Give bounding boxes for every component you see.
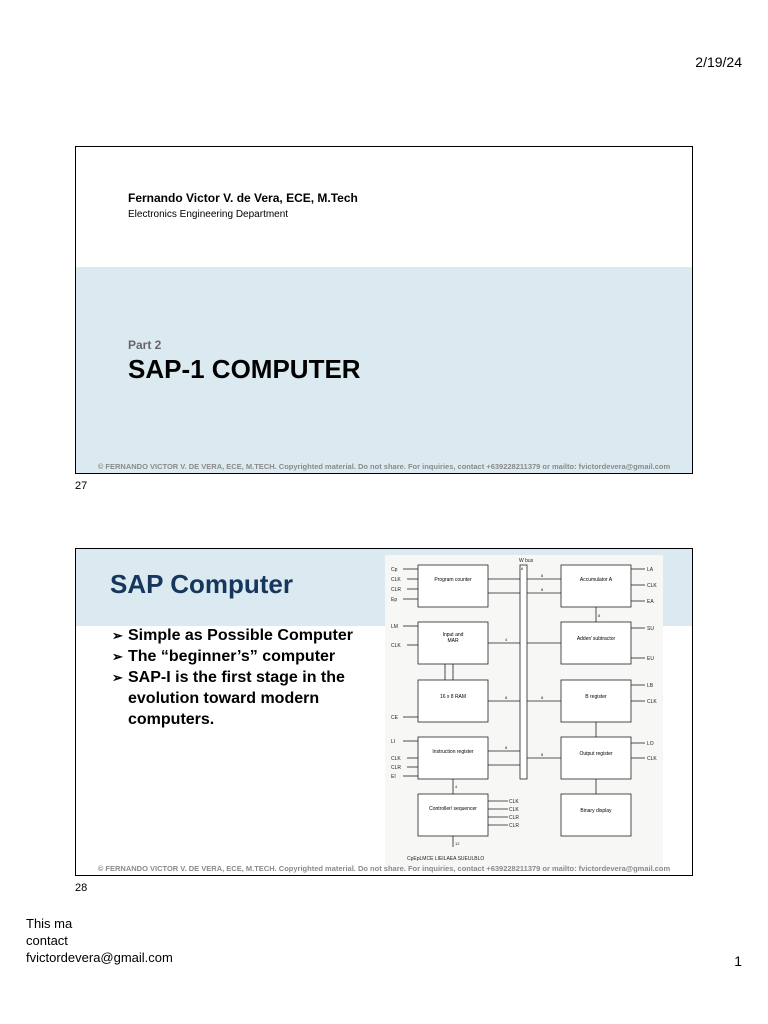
svg-text:CLR: CLR: [391, 587, 402, 593]
bullet-item: ➢ The “beginner’s” computer: [112, 646, 382, 667]
svg-text:8: 8: [521, 566, 524, 571]
right-control-signals: [647, 567, 657, 762]
svg-text:4: 4: [455, 784, 458, 789]
copyright-footer: © FERNANDO VICTOR V. DE VERA, ECE, M.TECH. Copyrighted material. Do not share. For inquiries, contact +639228211379 or mailto: fvictordevera@gmail.com: [97, 864, 671, 873]
program-counter-block: Program counter: [418, 565, 488, 607]
slide-27: [75, 146, 693, 474]
svg-text:CLK: CLK: [391, 756, 401, 762]
footer-line: fvictordevera@gmail.com: [26, 950, 173, 965]
svg-text:CLR: CLR: [509, 823, 520, 829]
slide-28: [75, 548, 693, 876]
svg-text:8: 8: [541, 587, 544, 592]
output-register-block: Output register: [561, 737, 631, 779]
department: Electronics Engineering Department: [128, 209, 289, 220]
svg-text:CLK: CLK: [647, 583, 657, 589]
svg-text:LO: LO: [647, 741, 654, 747]
slide-title: SAP-1 COMPUTER: [128, 354, 361, 384]
svg-text:8: 8: [541, 752, 544, 757]
svg-text:8: 8: [505, 695, 508, 700]
w-bus: [520, 565, 527, 779]
bullet-list: [112, 625, 382, 730]
accumulator-block: Accumulator A: [561, 565, 631, 607]
svg-text:Cp: Cp: [391, 567, 398, 573]
footer-line: contact: [26, 933, 68, 948]
svg-text:4: 4: [505, 637, 508, 642]
page-date: 2/19/24: [695, 54, 742, 70]
svg-text:CLR: CLR: [391, 765, 402, 771]
svg-text:CLR: CLR: [509, 815, 520, 821]
b-register-block: B register: [561, 680, 631, 722]
svg-text:EU: EU: [647, 656, 654, 662]
svg-text:CLK: CLK: [509, 799, 519, 805]
svg-text:Ep: Ep: [391, 597, 398, 603]
bullet-item: ➢ Simple as Possible Computer: [112, 625, 382, 646]
svg-text:LA: LA: [647, 567, 654, 573]
footer-line: This ma: [26, 916, 73, 931]
adder-subtractor-block: Adder/ subtractor: [561, 622, 631, 664]
svg-text:CE: CE: [391, 715, 398, 721]
svg-text:8: 8: [598, 613, 601, 618]
svg-text:LB: LB: [647, 683, 654, 689]
binary-display-block: Binary display: [561, 794, 631, 836]
instruction-register-block: Instruction register: [418, 737, 488, 779]
svg-text:CLK: CLK: [391, 643, 401, 649]
bus-label: W bus: [519, 558, 534, 564]
slide-number: 27: [75, 480, 88, 492]
svg-text:SU: SU: [647, 626, 654, 632]
part-label: Part 2: [128, 338, 162, 352]
page-footer-text: [26, 915, 173, 966]
copyright-footer: © FERNANDO VICTOR V. DE VERA, ECE, M.TECH. Copyrighted material. Do not share. For inquiries, contact +639228211379 or mailto: fvictordevera@gmail.com: [97, 462, 671, 471]
author-name: Fernando Victor V. de Vera, ECE, M.Tech: [128, 191, 358, 205]
input-mar-block: Input and MAR: [418, 622, 488, 664]
svg-text:EA: EA: [647, 599, 654, 605]
svg-text:LI: LI: [391, 739, 396, 745]
bullet-item: ➢ SAP-I is the first stage in the evolution toward modern computers.: [112, 667, 382, 730]
svg-text:CLK: CLK: [647, 756, 657, 762]
left-control-signals: [391, 567, 401, 780]
svg-text:CLK: CLK: [647, 699, 657, 705]
control-word: CpEpLMCE LIEILAEA SUEULBLO: [407, 856, 485, 862]
slide-number: 28: [75, 882, 88, 894]
svg-text:CLK: CLK: [391, 577, 401, 583]
svg-text:CLK: CLK: [509, 807, 519, 813]
svg-text:8: 8: [541, 573, 544, 578]
controller-sequencer-block: Controller/ sequencer: [418, 794, 488, 836]
page-number: 1: [734, 953, 742, 969]
sap1-block-diagram: [385, 555, 663, 871]
svg-text:12: 12: [455, 841, 460, 846]
svg-text:8: 8: [505, 745, 508, 750]
controller-output-signals: [509, 799, 519, 829]
svg-text:EI: EI: [391, 774, 396, 780]
slide-title: SAP Computer: [110, 569, 293, 599]
ram-block: 16 x 8 RAM: [418, 680, 488, 722]
svg-text:8: 8: [541, 695, 544, 700]
svg-text:LM: LM: [391, 624, 398, 630]
